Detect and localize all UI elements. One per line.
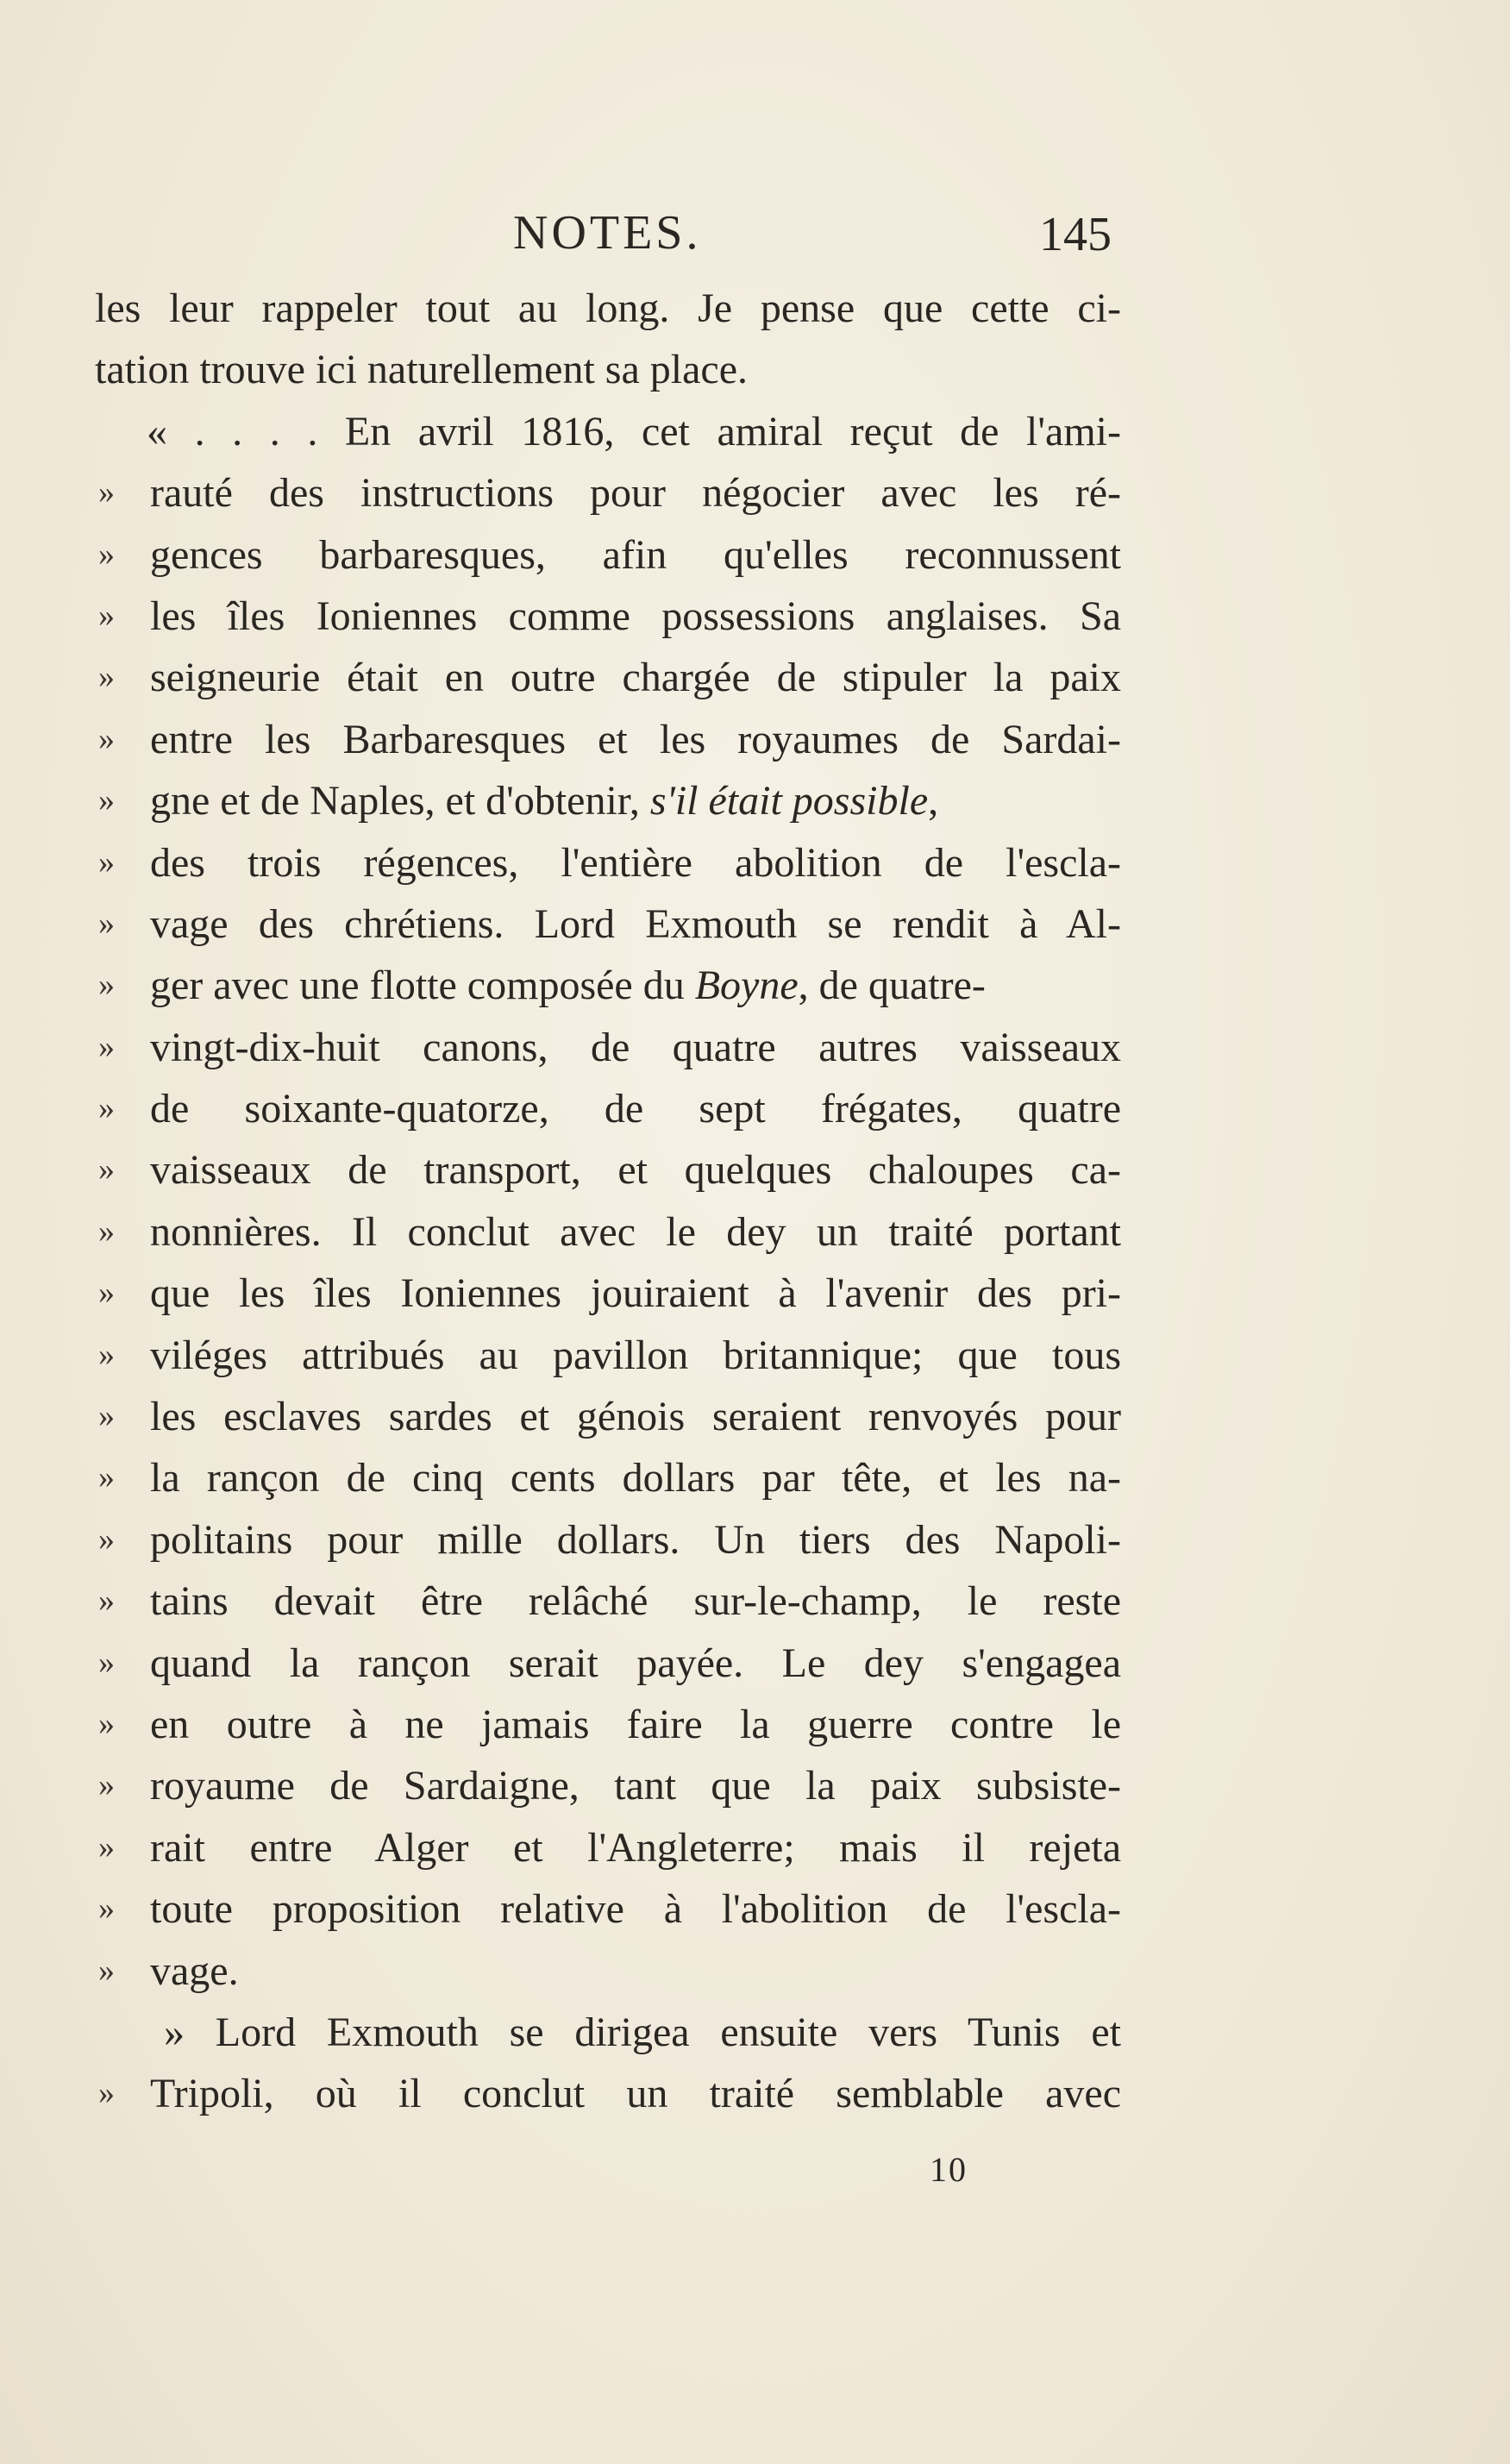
quote-mark: » (98, 1336, 115, 1373)
quote-mark: » (98, 843, 115, 881)
text-line: » des trois régences, l'entière abolition de l'escla- (95, 832, 1130, 893)
text-line: » de soixante-quatorze, de sept frégates, quatre (95, 1078, 1130, 1139)
quote-mark: » (98, 2075, 115, 2112)
quote-mark: » (98, 1705, 115, 1742)
text-line: » royaume de Sardaigne, tant que la paix subsiste- (95, 1755, 1130, 1816)
text-line: » que les îles Ioniennes jouiraient à l'avenir des pri- (95, 1263, 1130, 1324)
text-line: tation trouve ici naturellement sa place. (95, 347, 749, 393)
text-line: » tains devait être relâché sur-le-champ, le reste (95, 1571, 1130, 1632)
quote-mark: » (98, 1828, 115, 1865)
text-line: » seigneurie était en outre chargée de stipuler la paix (95, 647, 1130, 708)
quote-mark: » (98, 536, 115, 573)
text-line: » toute proposition relative à l'abolition de l'escla- (95, 1878, 1130, 1940)
text-line: » viléges attribués au pavillon britannique; que tous (95, 1325, 1130, 1386)
text-line: » vingt-dix-huit canons, de quatre autres vaisseaux (95, 1017, 1130, 1078)
quote-mark: » (98, 1398, 115, 1435)
quote-mark: » (98, 1028, 115, 1065)
quote-mark: » (98, 782, 115, 819)
text-line: » vaisseaux de transport, et quelques chaloupes ca- (95, 1139, 1130, 1201)
quote-mark: » (98, 597, 115, 634)
text-line: » la rançon de cinq cents dollars par tête, et les na- (95, 1447, 1130, 1508)
text-line: » rait entre Alger et l'Angleterre; mais il rejeta (95, 1817, 1130, 1878)
text-line: » Tripoli, où il conclut un traité semblable avec (95, 2063, 1130, 2124)
text-line: « . . . . En avril 1816, cet amiral reçut de l'ami- (147, 408, 1121, 455)
quote-mark: » (98, 1767, 115, 1804)
ship-name: Boyne (694, 962, 799, 1009)
text-line: les leur rappeler tout au long. Je pense que cette ci- (95, 285, 1121, 331)
italic-phrase: s'il était possible (649, 778, 929, 824)
body-text (95, 278, 1130, 2125)
text-line: » politains pour mille dollars. Un tiers des Napoli- (95, 1509, 1130, 1571)
text-line: » Lord Exmouth se dirigea ensuite vers Tunis et (164, 2009, 1121, 2055)
quote-mark: » (98, 720, 115, 757)
quote-mark: » (98, 1952, 115, 1989)
signature-mark: 10 (930, 2150, 968, 2189)
text-line: » vage. (95, 1940, 1130, 2002)
text-line: » gences barbaresques, afin qu'elles reconnussent (95, 524, 1130, 586)
text-line: » gne et de Naples, et d'obtenir, s'il était possible, (95, 770, 1130, 831)
text-line: » les esclaves sardes et génois seraient renvoyés pour (95, 1386, 1130, 1447)
text-line: » quand la rançon serait payée. Le dey s'engagea (95, 1633, 1130, 1694)
page-header (0, 205, 1510, 266)
text-line: » nonnières. Il conclut avec le dey un traité portant (95, 1201, 1130, 1263)
running-title: NOTES. (513, 206, 702, 260)
quote-mark: » (98, 1520, 115, 1558)
quote-mark: » (98, 1275, 115, 1312)
quote-mark: » (98, 1890, 115, 1928)
page-number: 145 (1039, 208, 1112, 261)
text-line: » rauté des instructions pour négocier avec les ré- (95, 462, 1130, 524)
quote-mark: » (98, 1213, 115, 1250)
text-line: » entre les Barbaresques et les royaumes de Sardai- (95, 709, 1130, 770)
text-line: » en outre à ne jamais faire la guerre contre le (95, 1694, 1130, 1755)
text-line: » les îles Ioniennes comme possessions anglaises. Sa (95, 586, 1130, 647)
quote-mark: » (98, 905, 115, 942)
quote-mark: » (98, 1583, 115, 1620)
text-line: » vage des chrétiens. Lord Exmouth se rendit à Al- (95, 893, 1130, 955)
quote-mark: » (98, 1459, 115, 1496)
quote-mark: » (98, 474, 115, 511)
quote-mark: » (98, 1151, 115, 1188)
quote-mark: » (98, 1090, 115, 1127)
quote-mark: » (98, 1644, 115, 1681)
text-line: » ger avec une flotte composée du Boyne, de quatre- (95, 955, 1130, 1016)
quote-mark: » (98, 967, 115, 1004)
quote-mark: » (98, 659, 115, 696)
